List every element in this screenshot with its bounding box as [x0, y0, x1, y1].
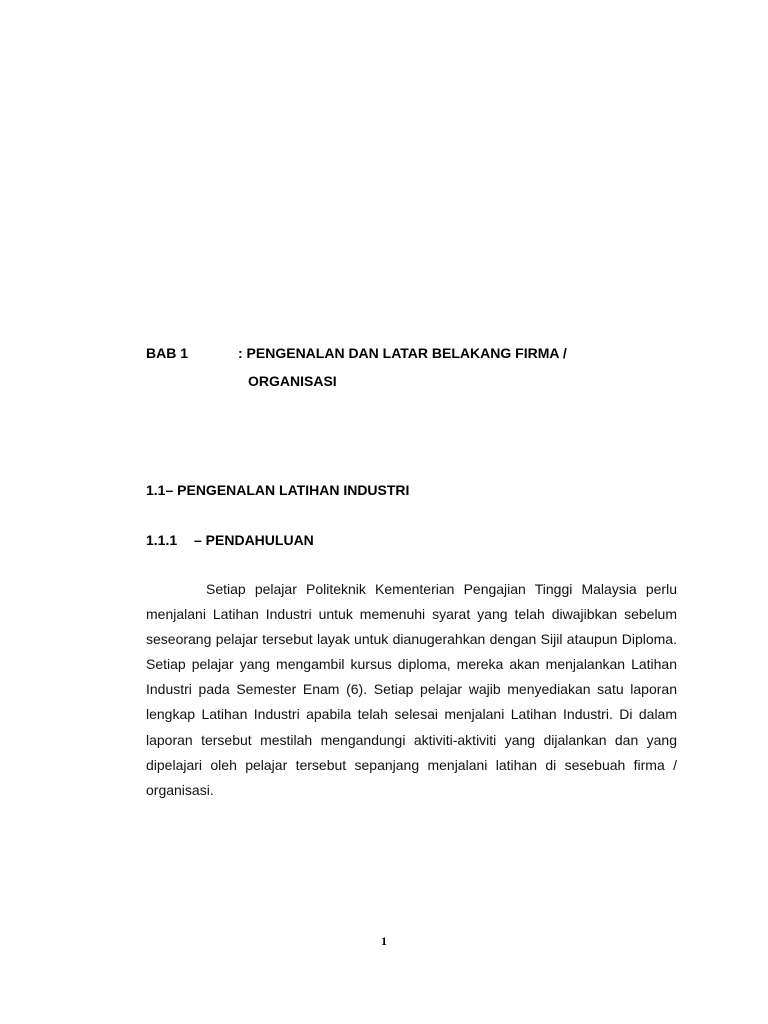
subsection-heading — [146, 531, 314, 549]
chapter-title-line-2: ORGANISASI — [248, 373, 337, 389]
chapter-title-line-1: : PENGENALAN DAN LATAR BELAKANG FIRMA / — [238, 345, 567, 361]
chapter-title — [238, 339, 658, 395]
subsection-number: 1.1.1 — [146, 532, 178, 548]
section-heading: 1.1– PENGENALAN LATIHAN INDUSTRI — [146, 482, 410, 498]
subsection-title: – PENDAHULUAN — [194, 532, 314, 548]
chapter-label: BAB 1 — [146, 345, 189, 361]
body-paragraph: Setiap pelajar Politeknik Kementerian Pengajian Tinggi Malaysia perlu menjalani Latihan Industri untuk memenuhi syarat yang telah diwajibkan sebelum seseorang pelajar tersebut layak untuk dianugerahkan dengan Sijil ataupun Diploma. Setiap pelajar yang mengambil kursus diploma, mereka akan menjalankan Latihan Industri pada Semester Enam (6). Setiap pelajar wajib menyediakan satu laporan lengkap Latihan Industri apabila telah selesai menjalani Latihan Industri. Di dalam laporan tersebut mestilah mengandungi aktiviti-aktiviti yang dijalankan dan yang dipelajari oleh pelajar tersebut sepanjang menjalani latihan di sesebuah firma / organisasi. — [146, 581, 677, 798]
page-number: 1 — [381, 934, 387, 948]
